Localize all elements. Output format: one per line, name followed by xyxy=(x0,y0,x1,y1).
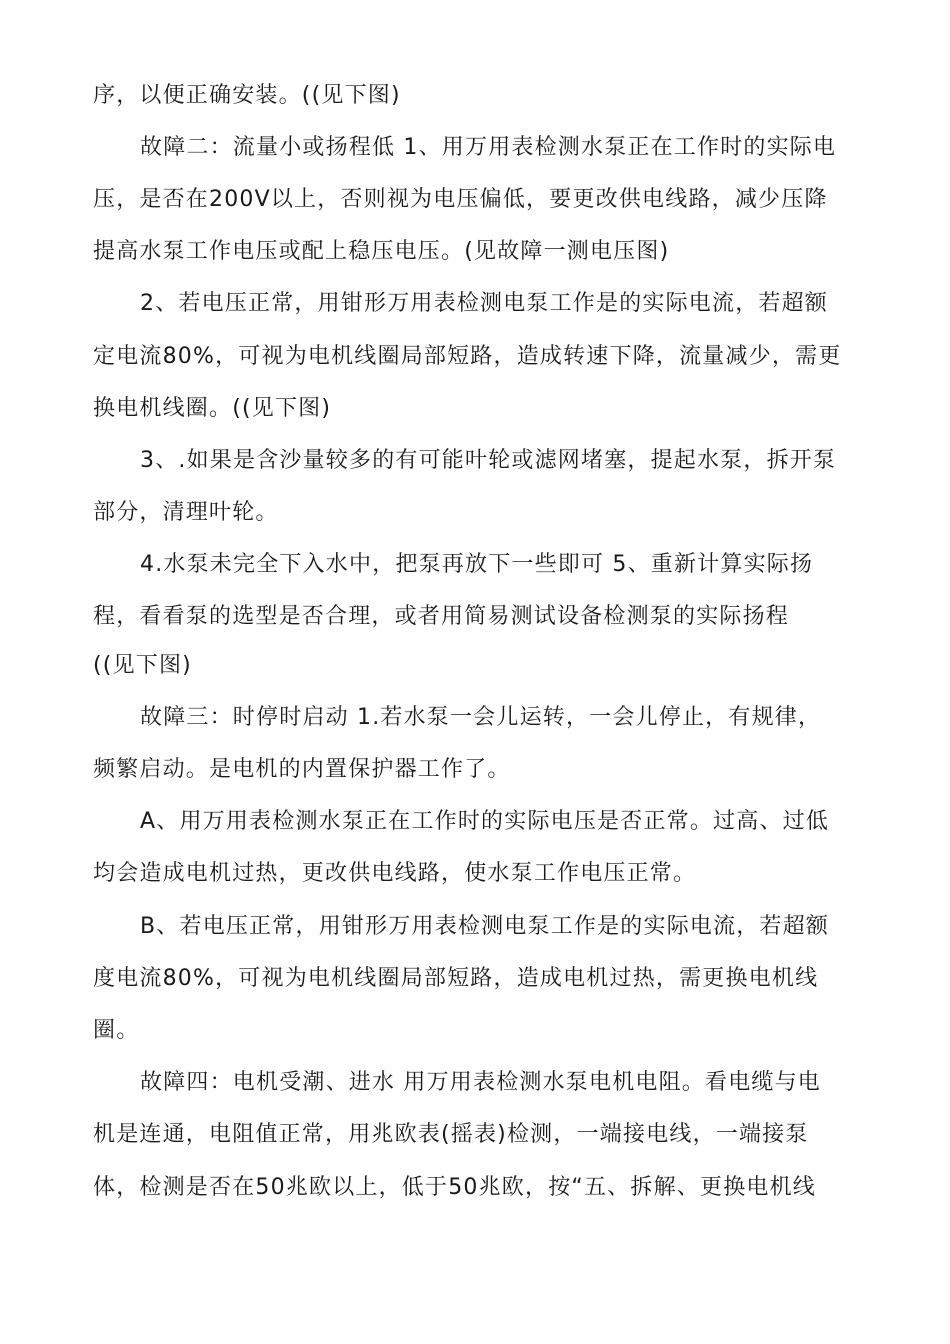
text-line-5: 2、若电压正常，用钳形万用表检测电泵工作是的实际电流，若超额 xyxy=(140,291,828,316)
text-line-20: 故障四：电机受潮、进水 用万用表检测水泵电机电阻。看电缆与电 xyxy=(140,1070,821,1095)
text-line-17: B、若电压正常，用钳形万用表检测电泵工作是的实际电流，若超额 xyxy=(140,914,830,939)
text-line-14: 频繁启动。是电机的内置保护器工作了。 xyxy=(93,757,511,782)
text-line-22: 体，检测是否在50兆欧以上，低于50兆欧，按“五、拆解、更换电机线 xyxy=(93,1175,816,1200)
text-line-4: 提高水泵工作电压或配上稳压电压。(见故障一测电压图) xyxy=(93,239,670,264)
text-line-16: 均会造成电机过热，更改供电线路，使水泵工作电压正常。 xyxy=(93,861,697,886)
text-line-13: 故障三：时停时启动 1.若水泵一会儿运转，一会儿停止，有规律， xyxy=(140,705,822,730)
text-line-19: 圈。 xyxy=(93,1018,140,1043)
text-line-10: 4.水泵未完全下入水中，把泵再放下一些即可 5、重新计算实际扬 xyxy=(140,552,814,577)
text-line-11: 程，看看泵的选型是否合理，或者用简易测试设备检测泵的实际扬程 xyxy=(93,604,790,629)
text-line-7: 换电机线圈。((见下图) xyxy=(93,396,332,421)
text-line-9: 部分，清理叶轮。 xyxy=(93,500,279,525)
text-line-21: 机是连通，电阻值正常，用兆欧表(摇表)检测，一端接电线，一端接泵 xyxy=(93,1122,809,1147)
text-line-8: 3、.如果是含沙量较多的有可能叶轮或滤网堵塞，提起水泵，拆开泵 xyxy=(140,448,837,473)
text-line-6: 定电流80%，可视为电机线圈局部短路，造成转速下降，流量减少，需更 xyxy=(93,344,842,369)
text-line-2: 故障二：流量小或扬程低 1、用万用表检测水泵正在工作时的实际电 xyxy=(140,135,837,160)
text-line-3: 压，是否在200V以上，否则视为电压偏低，要更改供电线路，减少压降 xyxy=(93,187,828,212)
text-line-15: A、用万用表检测水泵正在工作时的实际电压是否正常。过高、过低 xyxy=(140,809,830,834)
text-line-18: 度电流80%，可视为电机线圈局部短路，造成电机过热，需更换电机线 xyxy=(93,966,819,991)
text-line-12: ((见下图) xyxy=(93,653,192,678)
text-line-1: 序，以便正确安装。((见下图) xyxy=(93,83,401,108)
